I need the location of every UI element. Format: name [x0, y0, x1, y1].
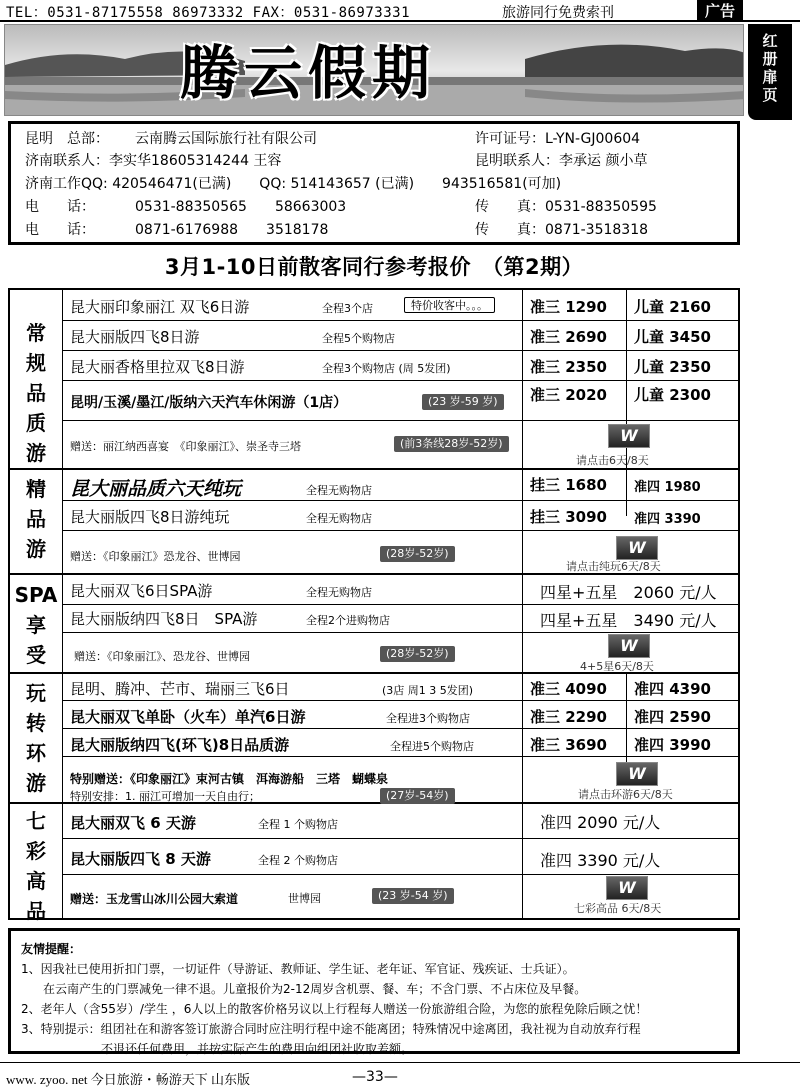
shop-note: 全程进5个购物店: [390, 740, 474, 753]
phone-label: 电 话：: [25, 222, 95, 238]
w-link-icon[interactable]: W: [608, 634, 650, 658]
shop-note: 全程 2 个购物店: [258, 854, 338, 867]
category-colorful: [16, 806, 56, 926]
shop-note: 全程 1 个购物店: [258, 818, 338, 831]
category-char: 享: [26, 613, 46, 637]
category-char: 常: [26, 321, 46, 345]
category-char: 彩: [26, 839, 46, 863]
agency-info-box: [8, 121, 740, 245]
route-name[interactable]: 昆大丽印象丽江 双飞6日游: [70, 298, 250, 316]
phone-label: 电 话：: [25, 199, 95, 215]
route-name[interactable]: 昆明/玉溪/墨江/版纳六天汽车休闲游（1店）: [70, 395, 348, 411]
category-char: 七: [26, 809, 46, 833]
link-caption[interactable]: 请点击纯玩6天/8天: [566, 560, 661, 573]
page-number: —33—: [352, 1069, 398, 1085]
category-char: 游: [26, 441, 46, 465]
adult-price: 准三 4090: [530, 680, 607, 698]
category-char: 受: [26, 643, 46, 667]
journal-note: 旅游同行免费索刊: [502, 5, 614, 21]
price-list-title: 3月1-10日前散客同行参考报价 （第2期）: [164, 255, 584, 279]
link-caption[interactable]: 请点击6天/8天: [576, 454, 649, 467]
special-gift-note: 特别赠送：《印象丽江》束河古镇 洱海游船 三塔 蝴蝶泉: [70, 772, 389, 786]
adult-price: 准三 2690: [530, 328, 607, 346]
category-char: SPA: [14, 583, 58, 607]
shop-note: 全程3个店: [322, 302, 373, 315]
route-name[interactable]: 昆大丽香格里拉双飞8日游: [70, 358, 245, 376]
contact-numbers: TEL：0531-87175558 86973332 FAX：0531-86973331: [6, 5, 411, 21]
shop-note: 全程无购物店: [306, 586, 372, 599]
adult-price: 准三 1290: [530, 298, 607, 316]
reminder-title: 友情提醒：: [21, 942, 82, 956]
reminder-line: 1、因我社已使用折扣门票，一切证件（导游证、教师证、学生证、老年证、军官证、残疾证、士兵证）。: [21, 962, 575, 976]
child-price: 儿童 3450: [634, 328, 711, 346]
w-link-icon[interactable]: W: [606, 876, 648, 900]
route-name[interactable]: 昆大丽双飞 6 天游: [70, 814, 196, 832]
category-char: 精: [26, 477, 46, 501]
page-footer: [0, 1062, 800, 1088]
spa-price: 四星+五星 2060 元/人: [540, 583, 717, 602]
w-link-icon[interactable]: W: [608, 424, 650, 448]
license-number: 许可证号：L-YN-GJ00604: [475, 131, 641, 147]
category-char: 环: [26, 741, 46, 765]
hq-label: 昆明 总部：: [25, 131, 109, 147]
link-caption[interactable]: 请点击环游6天/8天: [578, 788, 673, 801]
category-char: 规: [26, 351, 46, 375]
special-offer-tag: 特价收客中。。。: [404, 297, 495, 313]
gift-note: 赠送：《印象丽江》恐龙谷、世博园: [70, 550, 241, 563]
reminder-box: [8, 928, 740, 1054]
shop-note: 全程3个购物店 (周 5发团): [322, 362, 451, 375]
route-name[interactable]: 昆大丽双飞6日SPA游: [70, 582, 213, 600]
shop-note: 全程无购物店: [306, 512, 372, 525]
quasi-four-price: 准四 3990: [634, 736, 711, 754]
age-tag: (27岁-54岁): [380, 788, 455, 804]
colorful-price: 准四 3390 元/人: [540, 851, 661, 870]
child-price: 儿童 2350: [634, 358, 711, 376]
category-loop: [16, 678, 56, 798]
quasi-four-price: 准四 3390: [634, 512, 701, 527]
age-tag: (23 岁-59 岁): [422, 394, 504, 410]
shop-note: 全程5个购物店: [322, 332, 395, 345]
child-price: 儿童 2300: [634, 386, 711, 404]
category-char: 转: [26, 711, 46, 735]
spa-price: 四星+五星 3490 元/人: [540, 611, 717, 630]
category-char: 品: [26, 381, 46, 405]
category-char: 游: [26, 537, 46, 561]
adult-price: 挂三 1680: [530, 476, 607, 494]
route-name[interactable]: 昆大丽双飞单卧（火车）单汽6日游: [70, 708, 306, 726]
w-link-icon[interactable]: W: [616, 536, 658, 560]
kunming-contact: 昆明联系人：李承运 颜小草: [475, 153, 648, 169]
age-tag: (23 岁-54 岁): [372, 888, 454, 904]
quasi-four-price: 准四 1980: [634, 480, 701, 495]
category-char: 玩: [26, 681, 46, 705]
adult-price: 准三 3690: [530, 736, 607, 754]
side-tab-char: 页: [762, 86, 778, 104]
adult-price: 准三 2290: [530, 708, 607, 726]
age-tag: (28岁-52岁): [380, 646, 455, 662]
ad-tag: 广告: [697, 0, 743, 22]
route-name[interactable]: 昆明、腾冲、芒市、瑞丽三飞6日: [70, 680, 290, 698]
special-arrangement: 特别安排：1. 丽江可增加一天自由行；: [70, 790, 260, 803]
route-name[interactable]: 昆大丽版纳四飞8日 SPA游: [70, 610, 258, 628]
reminder-line: 2、老年人（含55岁）/学生 ，6人以上的散客价格另议以上行程每人赠送一份旅游组合险，为您的旅程免除后顾之忧！: [21, 1002, 648, 1016]
kunming-phone: 0871-6176988 3518178: [135, 222, 329, 238]
brand-title: 腾云假期: [180, 39, 437, 107]
age-tag: (28岁-52岁): [380, 546, 455, 562]
shop-note: (3店 周1 3 5发团): [382, 684, 474, 697]
category-char: 品: [26, 507, 46, 531]
hq-name: 云南腾云国际旅行社有限公司: [135, 131, 317, 147]
age-tag: (前3条线28岁-52岁): [394, 436, 509, 452]
category-char: 游: [26, 771, 46, 795]
top-contact-bar: [0, 0, 800, 22]
adult-price: 准三 2020: [530, 386, 607, 404]
qq-numbers: 济南工作QQ: 420546471(已满) QQ: 514143657 (已满) 943516581(可加): [25, 176, 562, 192]
reminder-line: 不退还任何费用，并按实际产生的费用向组团社收取差额。: [101, 1042, 414, 1056]
route-name[interactable]: 昆大丽版四飞 8 天游: [70, 850, 211, 868]
category-char: 质: [26, 411, 46, 435]
shop-note: 全程进3个购物店: [386, 712, 470, 725]
category-regular: [16, 318, 56, 468]
gift-note: 赠送：《印象丽江》、恐龙谷、世博园: [74, 650, 250, 663]
kunming-fax: 传 真：0871-3518318: [475, 222, 649, 238]
gift-note: 赠送：玉龙雪山冰川公园大索道: [70, 892, 239, 906]
side-tab-char: 红: [762, 32, 778, 50]
side-tab-char: 册: [762, 50, 778, 68]
category-char: 高: [26, 869, 46, 893]
quasi-four-price: 准四 4390: [634, 680, 711, 698]
quasi-four-price: 准四 2590: [634, 708, 711, 726]
reminder-line: 3、特别提示：组团社在和游客签订旅游合同时应注明行程中途不能离团；特殊情况中途离团，我社视为自动放弃行程: [21, 1022, 641, 1036]
category-char: 品: [26, 899, 46, 923]
side-tab[interactable]: [748, 24, 792, 120]
reminder-line: 在云南产生的门票减免一律不退。儿童报价为2-12周岁含机票、餐、车；不含门票、不占床位及早餐。: [43, 982, 587, 996]
jinan-fax: 传 真：0531-88350595: [475, 199, 657, 215]
adult-price: 挂三 3090: [530, 508, 607, 526]
category-spa: [14, 580, 58, 670]
w-link-icon[interactable]: W: [616, 762, 658, 786]
child-price: 儿童 2160: [634, 298, 711, 316]
footer-site[interactable]: www. zyoo. net 今日旅游・畅游天下 山东版: [6, 1072, 250, 1087]
route-name[interactable]: 昆大丽版纳四飞(环飞)8日品质游: [70, 736, 290, 754]
gift-note: 赠送：丽江纳西喜宴 《印象丽江》、崇圣寺三塔: [70, 440, 301, 453]
route-name[interactable]: 昆大丽品质六天纯玩: [70, 478, 242, 500]
adult-price: 准三 2350: [530, 358, 607, 376]
colorful-price: 准四 2090 元/人: [540, 813, 661, 832]
gift-extra: 世博园: [288, 892, 321, 905]
shop-note: 全程2个进购物店: [306, 614, 390, 627]
shop-note: 全程无购物店: [306, 484, 372, 497]
link-caption[interactable]: 4+5星6天/8天: [580, 660, 654, 673]
route-name[interactable]: 昆大丽版四飞8日游: [70, 328, 200, 346]
side-tab-char: 扉: [762, 68, 778, 86]
jinan-contact: 济南联系人：李实华18605314244 王容: [25, 153, 282, 169]
route-name[interactable]: 昆大丽版四飞8日游纯玩: [70, 508, 230, 526]
price-table: [8, 288, 740, 923]
jinan-phone: 0531-88350565 58663003: [135, 199, 347, 215]
category-premium: [16, 474, 56, 564]
link-caption[interactable]: 七彩高品 6天/8天: [574, 902, 662, 915]
